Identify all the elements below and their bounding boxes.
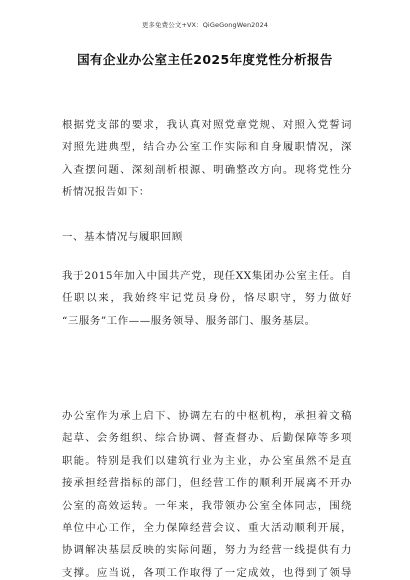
text-line: 支撑。应当说，各项工作取得了一定成效，也得到了领导 [62, 566, 352, 579]
document-title: 国有企业办公室主任2025年度党性分析报告 [77, 52, 333, 67]
text-line: 协调解决基层反映的实际问题，努力为经营一线提供有力 [62, 544, 352, 557]
text-line: 对照先进典型，结合办公室工作实际和自身履职情况，深 [62, 141, 352, 154]
text-line: 公室的高效运转。一年来，我带领办公室全体同志，围绕 [62, 499, 352, 512]
text-line: 单位中心工作，全力保障经营会议、重大活动顺利开展， [62, 522, 352, 535]
text-line: 办公室作为承上启下、协调左右的中枢机构，承担着文稿 [62, 410, 352, 422]
text-line: 接承担经营指标的部门，但经营工作的顺利开展离不开办 [62, 477, 352, 490]
text-line: 析情况报告如下： [62, 186, 150, 199]
text-line: 任职以来，我始终牢记党员身份，恪尽职守，努力做好 [62, 292, 352, 305]
paragraph-background [62, 265, 352, 332]
text-line: 职能。特别是我们以建筑行业为主业，办公室虽然不是直 [62, 454, 352, 467]
paragraph-intro [62, 114, 352, 204]
text-line: “三服务”工作——服务领导、服务部门、服务基层。 [62, 314, 316, 327]
text-line: 根据党支部的要求，我认真对照党章党规、对照入党誓词 [62, 119, 352, 131]
paragraph-duties [62, 405, 352, 580]
header-note: 更多免费公文+VX：QiGeGongWen2024 [141, 21, 269, 29]
text-line: 起草、会务组织、综合协调、督查督办、后勤保障等多项 [62, 432, 352, 445]
section-heading: 一、基本情况与履职回顾 [62, 231, 183, 243]
text-line: 我于2015年加入中国共产党，现任XX集团办公室主任。自 [62, 270, 352, 282]
text-line: 入查摆问题、深刻剖析根源、明确整改方向。现将党性分 [62, 163, 352, 176]
